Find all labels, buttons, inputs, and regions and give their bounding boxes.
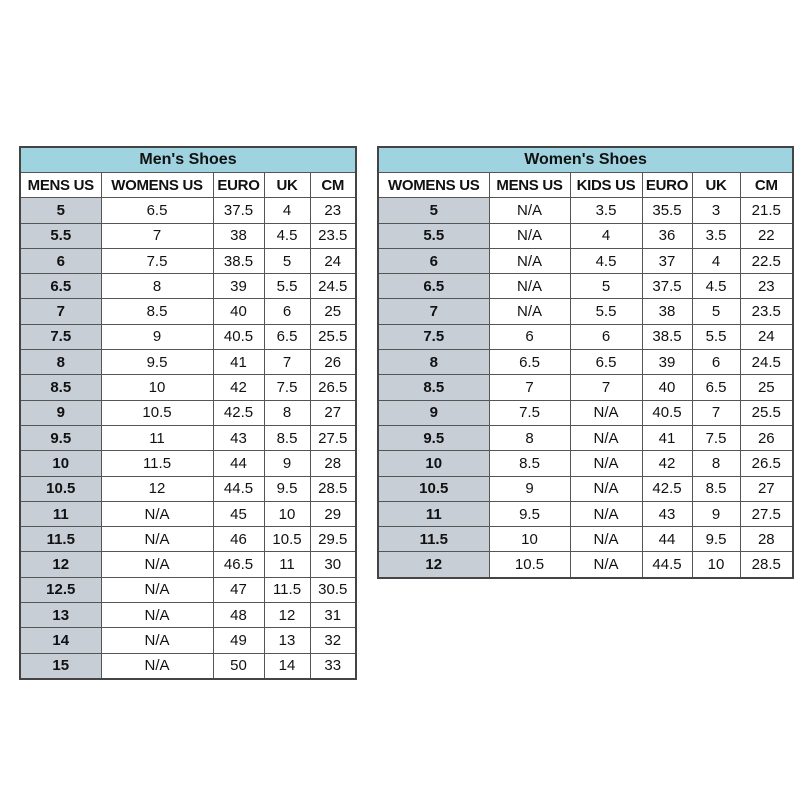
table-row (378, 476, 793, 501)
column-header: KIDS US (570, 173, 642, 198)
table-row (378, 425, 793, 450)
table-row (20, 552, 356, 577)
column-header: UK (692, 173, 740, 198)
table-row (378, 198, 793, 223)
size-value-cell: 45 (213, 501, 264, 526)
size-value-cell: 40 (642, 375, 692, 400)
column-header: WOMENS US (378, 173, 489, 198)
size-value-cell: 44 (642, 527, 692, 552)
size-key-cell: 12 (20, 552, 101, 577)
size-key-cell: 7.5 (20, 324, 101, 349)
size-value-cell: 40 (213, 299, 264, 324)
column-header: WOMENS US (101, 173, 213, 198)
size-value-cell: 12 (101, 476, 213, 501)
size-value-cell: 7.5 (489, 400, 570, 425)
size-value-cell: 28.5 (310, 476, 356, 501)
size-value-cell: N/A (101, 628, 213, 653)
table-row (20, 198, 356, 223)
size-value-cell: 14 (264, 653, 310, 679)
size-value-cell: 4 (570, 223, 642, 248)
size-value-cell: 22.5 (740, 248, 793, 273)
size-value-cell: 40.5 (213, 324, 264, 349)
size-value-cell: 11 (101, 425, 213, 450)
size-value-cell: 8 (264, 400, 310, 425)
size-value-cell: 26 (740, 425, 793, 450)
size-value-cell: 8.5 (101, 299, 213, 324)
womens-size-table (377, 146, 794, 579)
size-value-cell: 10 (264, 501, 310, 526)
size-value-cell: 13 (264, 628, 310, 653)
table-row (20, 501, 356, 526)
size-value-cell: 30 (310, 552, 356, 577)
size-value-cell: 28 (310, 451, 356, 476)
size-value-cell: 9 (264, 451, 310, 476)
size-value-cell: 11 (264, 552, 310, 577)
size-value-cell: 28 (740, 527, 793, 552)
size-value-cell: 46.5 (213, 552, 264, 577)
size-value-cell: N/A (570, 501, 642, 526)
size-key-cell: 8 (20, 350, 101, 375)
size-key-cell: 8.5 (20, 375, 101, 400)
column-header: MENS US (20, 173, 101, 198)
size-value-cell: 7.5 (264, 375, 310, 400)
size-value-cell: 35.5 (642, 198, 692, 223)
size-value-cell: 25 (740, 375, 793, 400)
table-row (20, 350, 356, 375)
size-value-cell: 6 (692, 350, 740, 375)
size-value-cell: 8.5 (692, 476, 740, 501)
size-key-cell: 6 (20, 248, 101, 273)
column-header: UK (264, 173, 310, 198)
size-value-cell: 23 (740, 274, 793, 299)
mens-title-row (20, 147, 356, 173)
size-value-cell: 44 (213, 451, 264, 476)
size-key-cell: 11 (378, 501, 489, 526)
table-row (20, 577, 356, 602)
mens-size-table (19, 146, 357, 680)
size-value-cell: N/A (101, 552, 213, 577)
size-value-cell: 25 (310, 299, 356, 324)
size-value-cell: 41 (213, 350, 264, 375)
size-key-cell: 8.5 (378, 375, 489, 400)
size-value-cell: 27 (740, 476, 793, 501)
size-value-cell: 26.5 (310, 375, 356, 400)
mens-table-body (20, 198, 356, 679)
mens-table-title: Men's Shoes (20, 147, 356, 173)
size-value-cell: 37 (642, 248, 692, 273)
size-value-cell: 26.5 (740, 451, 793, 476)
table-row (378, 324, 793, 349)
size-value-cell: N/A (570, 425, 642, 450)
size-value-cell: 5.5 (570, 299, 642, 324)
size-value-cell: 24 (310, 248, 356, 273)
size-value-cell: 6 (489, 324, 570, 349)
size-value-cell: 9 (101, 324, 213, 349)
size-key-cell: 7 (20, 299, 101, 324)
size-value-cell: N/A (489, 299, 570, 324)
size-value-cell: 38.5 (642, 324, 692, 349)
table-row (20, 223, 356, 248)
size-value-cell: 44.5 (213, 476, 264, 501)
size-value-cell: 5 (264, 248, 310, 273)
size-value-cell: 33 (310, 653, 356, 679)
size-value-cell: 28.5 (740, 552, 793, 578)
size-value-cell: 4.5 (264, 223, 310, 248)
size-value-cell: 9.5 (264, 476, 310, 501)
size-value-cell: N/A (489, 198, 570, 223)
size-value-cell: 10 (101, 375, 213, 400)
size-key-cell: 5.5 (378, 223, 489, 248)
size-key-cell: 11.5 (378, 527, 489, 552)
table-row (20, 248, 356, 273)
size-value-cell: 42.5 (213, 400, 264, 425)
size-value-cell: 39 (213, 274, 264, 299)
size-value-cell: 43 (642, 501, 692, 526)
size-value-cell: 5.5 (692, 324, 740, 349)
table-row (378, 223, 793, 248)
size-value-cell: 27 (310, 400, 356, 425)
size-value-cell: 44.5 (642, 552, 692, 578)
size-value-cell: 8.5 (264, 425, 310, 450)
size-value-cell: 39 (642, 350, 692, 375)
size-value-cell: 24.5 (310, 274, 356, 299)
table-row (378, 501, 793, 526)
size-value-cell: 30.5 (310, 577, 356, 602)
size-value-cell: 3.5 (570, 198, 642, 223)
size-key-cell: 6.5 (378, 274, 489, 299)
size-key-cell: 10 (378, 451, 489, 476)
size-value-cell: 9.5 (489, 501, 570, 526)
column-header: EURO (213, 173, 264, 198)
size-value-cell: N/A (101, 653, 213, 679)
table-row (378, 451, 793, 476)
size-value-cell: 4 (692, 248, 740, 273)
size-value-cell: 3 (692, 198, 740, 223)
size-key-cell: 6 (378, 248, 489, 273)
size-key-cell: 5.5 (20, 223, 101, 248)
size-value-cell: N/A (489, 274, 570, 299)
size-value-cell: 26 (310, 350, 356, 375)
size-value-cell: 42 (213, 375, 264, 400)
size-value-cell: 5 (692, 299, 740, 324)
size-value-cell: 32 (310, 628, 356, 653)
table-row (20, 476, 356, 501)
size-value-cell: 7 (101, 223, 213, 248)
table-row (20, 324, 356, 349)
size-value-cell: 6.5 (101, 198, 213, 223)
size-value-cell: 4.5 (570, 248, 642, 273)
size-value-cell: 7 (264, 350, 310, 375)
table-row (378, 274, 793, 299)
size-value-cell: N/A (570, 400, 642, 425)
size-key-cell: 7.5 (378, 324, 489, 349)
size-value-cell: 29 (310, 501, 356, 526)
size-value-cell: 11.5 (264, 577, 310, 602)
size-key-cell: 12.5 (20, 577, 101, 602)
size-value-cell: 48 (213, 603, 264, 628)
table-row (378, 527, 793, 552)
size-value-cell: N/A (101, 603, 213, 628)
size-value-cell: N/A (489, 223, 570, 248)
size-key-cell: 10.5 (378, 476, 489, 501)
table-row (378, 375, 793, 400)
size-value-cell: 3.5 (692, 223, 740, 248)
size-value-cell: 38 (213, 223, 264, 248)
size-key-cell: 13 (20, 603, 101, 628)
size-value-cell: 25.5 (310, 324, 356, 349)
womens-table-body (378, 198, 793, 578)
size-value-cell: 42.5 (642, 476, 692, 501)
size-key-cell: 15 (20, 653, 101, 679)
size-value-cell: 5 (570, 274, 642, 299)
size-value-cell: 50 (213, 653, 264, 679)
table-row (20, 628, 356, 653)
column-header: MENS US (489, 173, 570, 198)
table-row (20, 603, 356, 628)
size-value-cell: 10.5 (489, 552, 570, 578)
womens-header-row (378, 173, 793, 198)
size-key-cell: 10 (20, 451, 101, 476)
size-value-cell: 21.5 (740, 198, 793, 223)
size-value-cell: 41 (642, 425, 692, 450)
table-row (378, 552, 793, 578)
size-value-cell: 6.5 (489, 350, 570, 375)
size-value-cell: 9.5 (101, 350, 213, 375)
size-value-cell: 40.5 (642, 400, 692, 425)
size-value-cell: 23.5 (740, 299, 793, 324)
size-key-cell: 9 (378, 400, 489, 425)
size-value-cell: 31 (310, 603, 356, 628)
size-value-cell: 37.5 (213, 198, 264, 223)
size-value-cell: 38.5 (213, 248, 264, 273)
size-value-cell: 36 (642, 223, 692, 248)
size-value-cell: 9 (692, 501, 740, 526)
size-value-cell: 5.5 (264, 274, 310, 299)
size-value-cell: 23 (310, 198, 356, 223)
size-key-cell: 7 (378, 299, 489, 324)
size-key-cell: 11.5 (20, 527, 101, 552)
size-value-cell: N/A (101, 527, 213, 552)
size-value-cell: 25.5 (740, 400, 793, 425)
size-value-cell: 23.5 (310, 223, 356, 248)
size-value-cell: 37.5 (642, 274, 692, 299)
table-row (20, 299, 356, 324)
size-value-cell: 8 (101, 274, 213, 299)
size-key-cell: 8 (378, 350, 489, 375)
size-key-cell: 12 (378, 552, 489, 578)
womens-title-row (378, 147, 793, 173)
size-value-cell: 8 (692, 451, 740, 476)
size-value-cell: 8.5 (489, 451, 570, 476)
size-value-cell: 7 (692, 400, 740, 425)
size-value-cell: 42 (642, 451, 692, 476)
size-key-cell: 9 (20, 400, 101, 425)
column-header: CM (740, 173, 793, 198)
size-value-cell: N/A (101, 577, 213, 602)
size-value-cell: 6.5 (692, 375, 740, 400)
size-value-cell: 7.5 (101, 248, 213, 273)
column-header: EURO (642, 173, 692, 198)
size-value-cell: 49 (213, 628, 264, 653)
size-value-cell: 9.5 (692, 527, 740, 552)
size-value-cell: 7 (570, 375, 642, 400)
size-value-cell: 6 (264, 299, 310, 324)
size-value-cell: 4 (264, 198, 310, 223)
size-value-cell: N/A (570, 451, 642, 476)
size-value-cell: 27.5 (310, 425, 356, 450)
size-value-cell: N/A (570, 476, 642, 501)
size-value-cell: 29.5 (310, 527, 356, 552)
size-key-cell: 6.5 (20, 274, 101, 299)
size-key-cell: 5 (378, 198, 489, 223)
size-value-cell: 9 (489, 476, 570, 501)
size-value-cell: 10.5 (101, 400, 213, 425)
table-row (20, 527, 356, 552)
table-row (20, 653, 356, 679)
table-row (378, 299, 793, 324)
size-key-cell: 10.5 (20, 476, 101, 501)
size-key-cell: 11 (20, 501, 101, 526)
size-value-cell: 27.5 (740, 501, 793, 526)
table-row (378, 248, 793, 273)
size-value-cell: N/A (489, 248, 570, 273)
womens-table-title: Women's Shoes (378, 147, 793, 173)
table-row (20, 400, 356, 425)
size-value-cell: 7 (489, 375, 570, 400)
size-value-cell: 4.5 (692, 274, 740, 299)
size-key-cell: 9.5 (20, 425, 101, 450)
size-value-cell: 11.5 (101, 451, 213, 476)
size-value-cell: N/A (570, 552, 642, 578)
table-row (20, 274, 356, 299)
size-value-cell: 7.5 (692, 425, 740, 450)
size-value-cell: 10 (692, 552, 740, 578)
size-value-cell: 46 (213, 527, 264, 552)
size-key-cell: 5 (20, 198, 101, 223)
size-value-cell: 10 (489, 527, 570, 552)
size-value-cell: 6.5 (570, 350, 642, 375)
size-value-cell: 47 (213, 577, 264, 602)
size-value-cell: 10.5 (264, 527, 310, 552)
size-value-cell: 12 (264, 603, 310, 628)
size-value-cell: 24.5 (740, 350, 793, 375)
size-value-cell: 6 (570, 324, 642, 349)
size-key-cell: 14 (20, 628, 101, 653)
table-row (20, 425, 356, 450)
table-row (20, 451, 356, 476)
size-value-cell: 38 (642, 299, 692, 324)
size-value-cell: 24 (740, 324, 793, 349)
table-row (378, 400, 793, 425)
size-value-cell: 8 (489, 425, 570, 450)
table-row (378, 350, 793, 375)
size-value-cell: 43 (213, 425, 264, 450)
column-header: CM (310, 173, 356, 198)
size-value-cell: 6.5 (264, 324, 310, 349)
table-row (20, 375, 356, 400)
size-key-cell: 9.5 (378, 425, 489, 450)
size-value-cell: N/A (101, 501, 213, 526)
mens-header-row (20, 173, 356, 198)
size-value-cell: N/A (570, 527, 642, 552)
size-value-cell: 22 (740, 223, 793, 248)
